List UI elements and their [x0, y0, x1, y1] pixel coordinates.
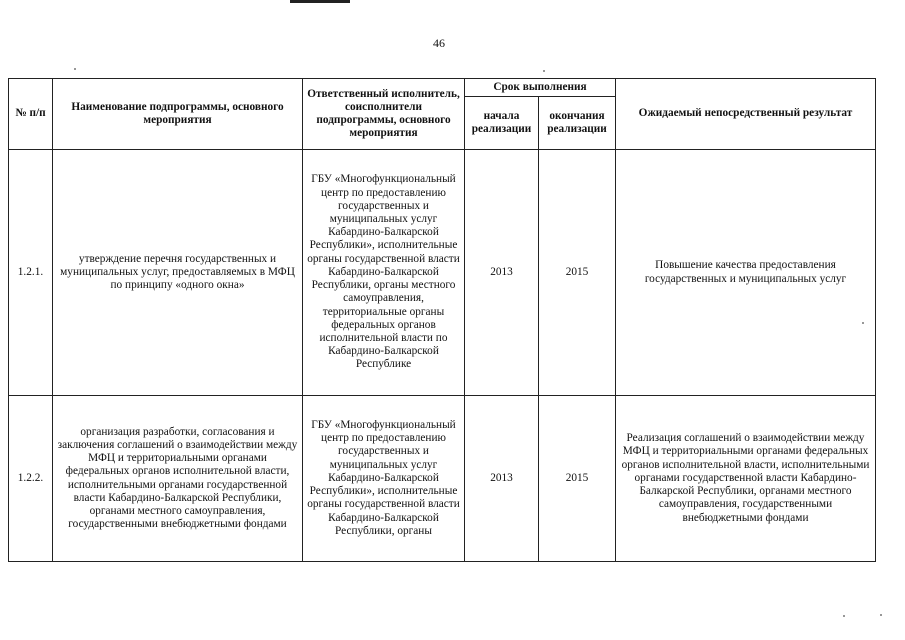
header-start: начала реализации — [465, 97, 539, 150]
row-responsible: ГБУ «Многофункциональный центр по предоставлению государственных и муниципальных услуг Кабардино-Балкарской Республики», исполнительные органы государственной власти Кабардино-Балкарской Республики, органы местного самоуправления, территориальные органы федеральных органов исполнительной власти по Кабардино-Балкарской Республике — [303, 150, 465, 396]
row-start: 2013 — [465, 150, 539, 396]
row-name: утверждение перечня государственных и муниципальных услуг, предоставляемых в МФЦ по принципу «одного окна» — [53, 150, 303, 396]
header-name: Наименование подпрограммы, основного мероприятия — [53, 79, 303, 150]
row-start: 2013 — [465, 396, 539, 562]
page-number: 46 — [433, 36, 445, 50]
row-end: 2015 — [539, 150, 616, 396]
header-responsible: Ответственный исполнитель, соисполнители подпрограммы, основного мероприятия — [303, 79, 465, 150]
header-num: № п/п — [9, 79, 53, 150]
row-num: 1.2.2. — [9, 396, 53, 562]
scan-speck — [74, 68, 76, 70]
row-result: Повышение качества предоставления государственных и муниципальных услуг — [616, 150, 876, 396]
scan-speck — [543, 70, 545, 72]
header-deadline: Срок выполнения — [465, 79, 616, 97]
table-header-row — [9, 79, 876, 97]
row-name: организация разработки, согласования и заключения соглашений о взаимодействии между МФЦ и территориальными органами федеральных органов исполнительной власти, исполнительными органами государственной власти Кабардино-Балкарской Республики, органами местного самоуправления, государственными внебюджетными фондами — [53, 396, 303, 562]
table-row — [9, 396, 876, 562]
program-table — [8, 78, 876, 562]
header-end: окончания реализации — [539, 97, 616, 150]
table-row — [9, 150, 876, 396]
row-responsible: ГБУ «Многофункциональный центр по предоставлению государственных и муниципальных услуг Кабардино-Балкарской Республики», исполнительные органы государственной власти Кабардино-Балкарской Республики, органы — [303, 396, 465, 562]
scan-top-mark — [290, 0, 350, 3]
scan-speck — [843, 615, 845, 617]
row-result: Реализация соглашений о взаимодействии между МФЦ и территориальными органами федеральных органов исполнительной власти, исполнительными органами государственной власти Кабардино-Балкарской Республики, органами местного самоуправления, государственными внебюджетными фондами — [616, 396, 876, 562]
row-num: 1.2.1. — [9, 150, 53, 396]
header-result: Ожидаемый непосредственный результат — [616, 79, 876, 150]
scan-speck — [880, 614, 882, 616]
row-end: 2015 — [539, 396, 616, 562]
